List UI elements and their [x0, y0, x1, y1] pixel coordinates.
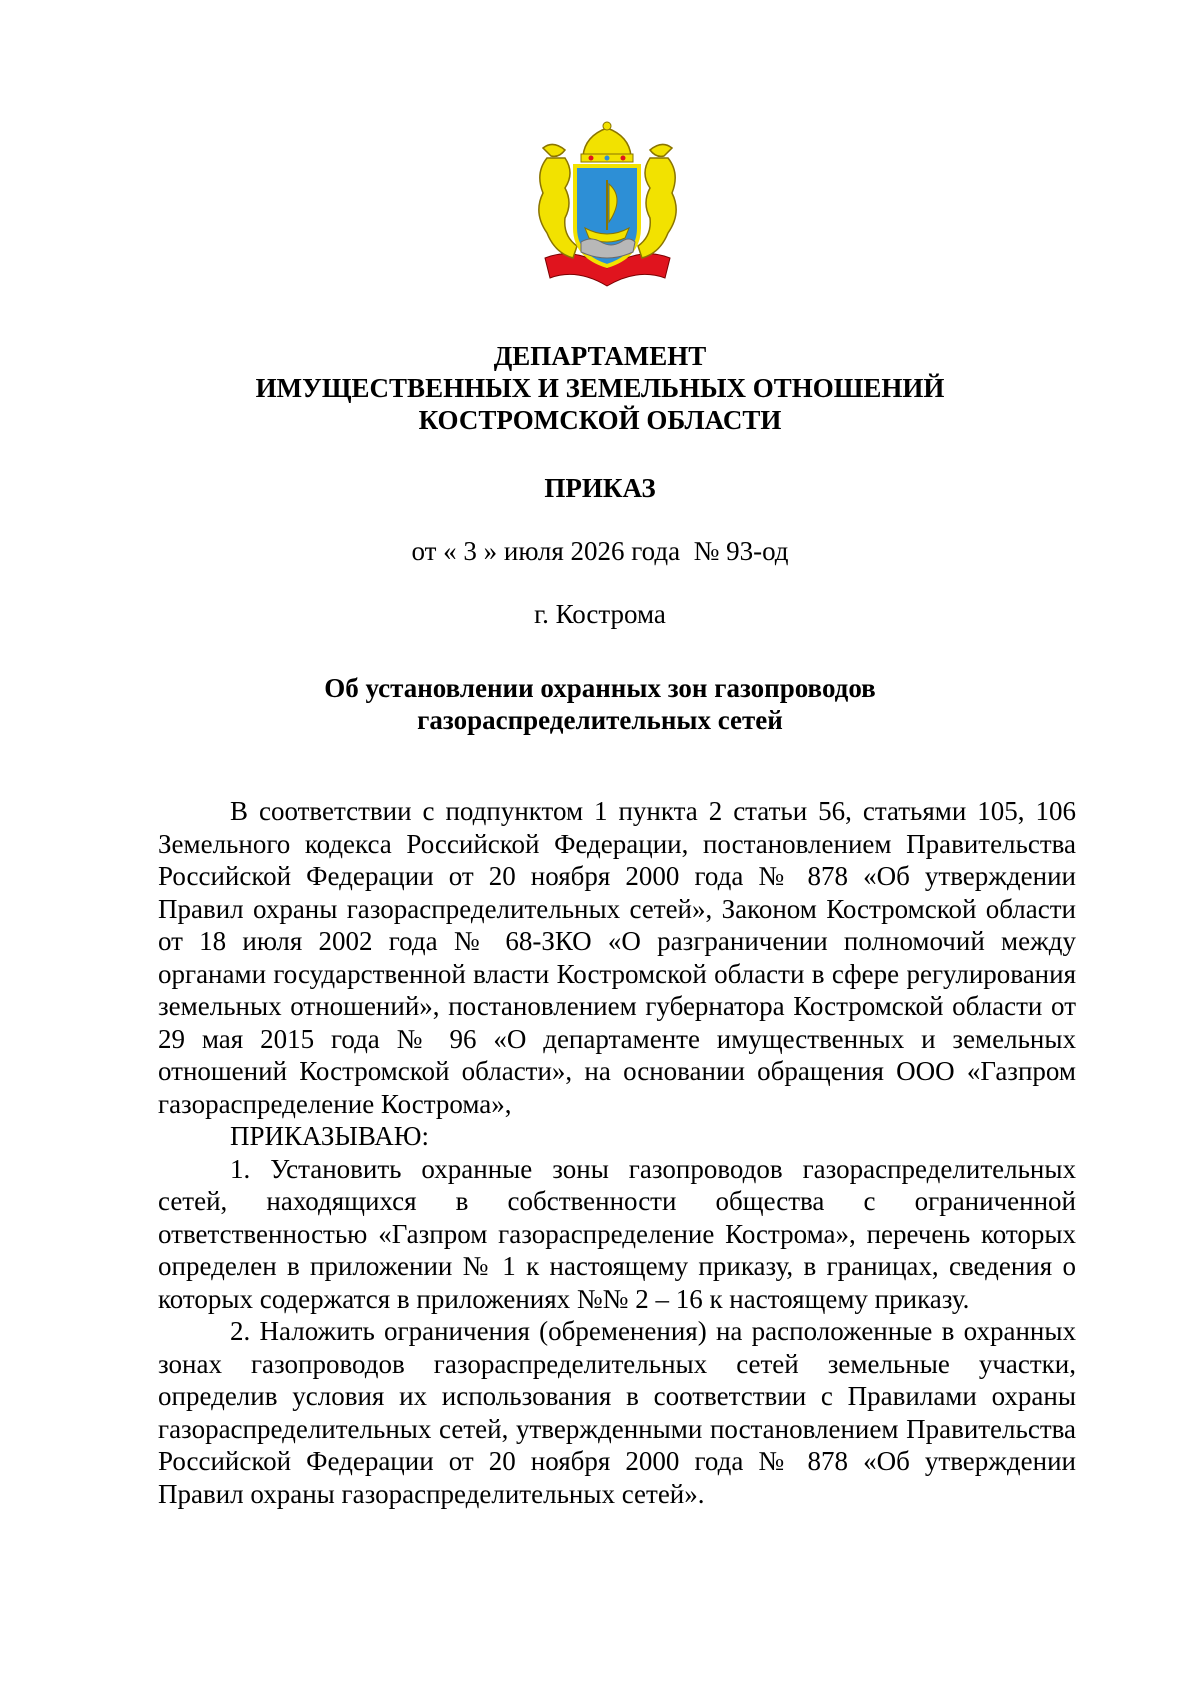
order-subject: [0, 672, 1200, 736]
order-word: ПРИКАЗЫВАЮ:: [230, 1121, 429, 1151]
order-item-1: 1. Установить охранные зоны газопроводов газораспределительных сетей, находящихся в собственности общества с ограниченной ответственностью «Газпром газораспределение Кострома», перечень которых определен в приложении № 1 к настоящему приказу, в границах, сведения о которых содержатся в приложениях №№ 2 – 16 к настоящему приказу.: [158, 1153, 1076, 1314]
preamble-paragraph: В соответствии с подпунктом 1 пункта 2 статьи 56, статьями 105, 106 Земельного кодекса Российской Федерации, постановлением Правительства Российской Федерации от 20 ноября 2000 года № 878 «Об утверждении Правил охраны газораспределительных сетей», Законом Костромской области от 18 июля 2002 года № 68-ЗКО «О разграничении полномочий между органами государственной власти Костромской области в сфере регулирования земельных отношений», постановлением губернатора Костромской области от 29 мая 2015 года № 96 «О департаменте имущественных и земельных отношений Костромской области», на основании обращения ООО «Газпром газораспределение Кострома»,: [158, 796, 1076, 1119]
subject-line-1: Об установлении охранных зон газопроводов: [324, 673, 876, 703]
coat-of-arms-emblem: [525, 118, 690, 293]
date-and-number: от « 3 » июля 2026 года № 93-од: [411, 536, 789, 566]
department-line-2: ИМУЩЕСТВЕННЫХ И ЗЕМЕЛЬНЫХ ОТНОШЕНИЙ: [255, 373, 945, 403]
subject-line-2: газораспределительных сетей: [417, 705, 783, 735]
department-header: [0, 340, 1200, 436]
department-line-3: КОСТРОМСКОЙ ОБЛАСТИ: [418, 405, 782, 435]
department-line-1: ДЕПАРТАМЕНТ: [493, 341, 707, 371]
document-type-title: ПРИКАЗ: [544, 473, 656, 503]
order-body: [158, 795, 1076, 1510]
order-item-2: 2. Наложить ограничения (обременения) на расположенные в охранных зонах газопроводов газораспределительных сетей земельные участки, определив условия их использования в соответствии с Правилами охраны газораспределительных сетей, утвержденными постановлением Правительства Российской Федерации от 20 ноября 2000 года № 878 «Об утверждении Правил охраны газораспределительных сетей».: [158, 1316, 1076, 1509]
city-line: г. Кострома: [534, 599, 666, 629]
